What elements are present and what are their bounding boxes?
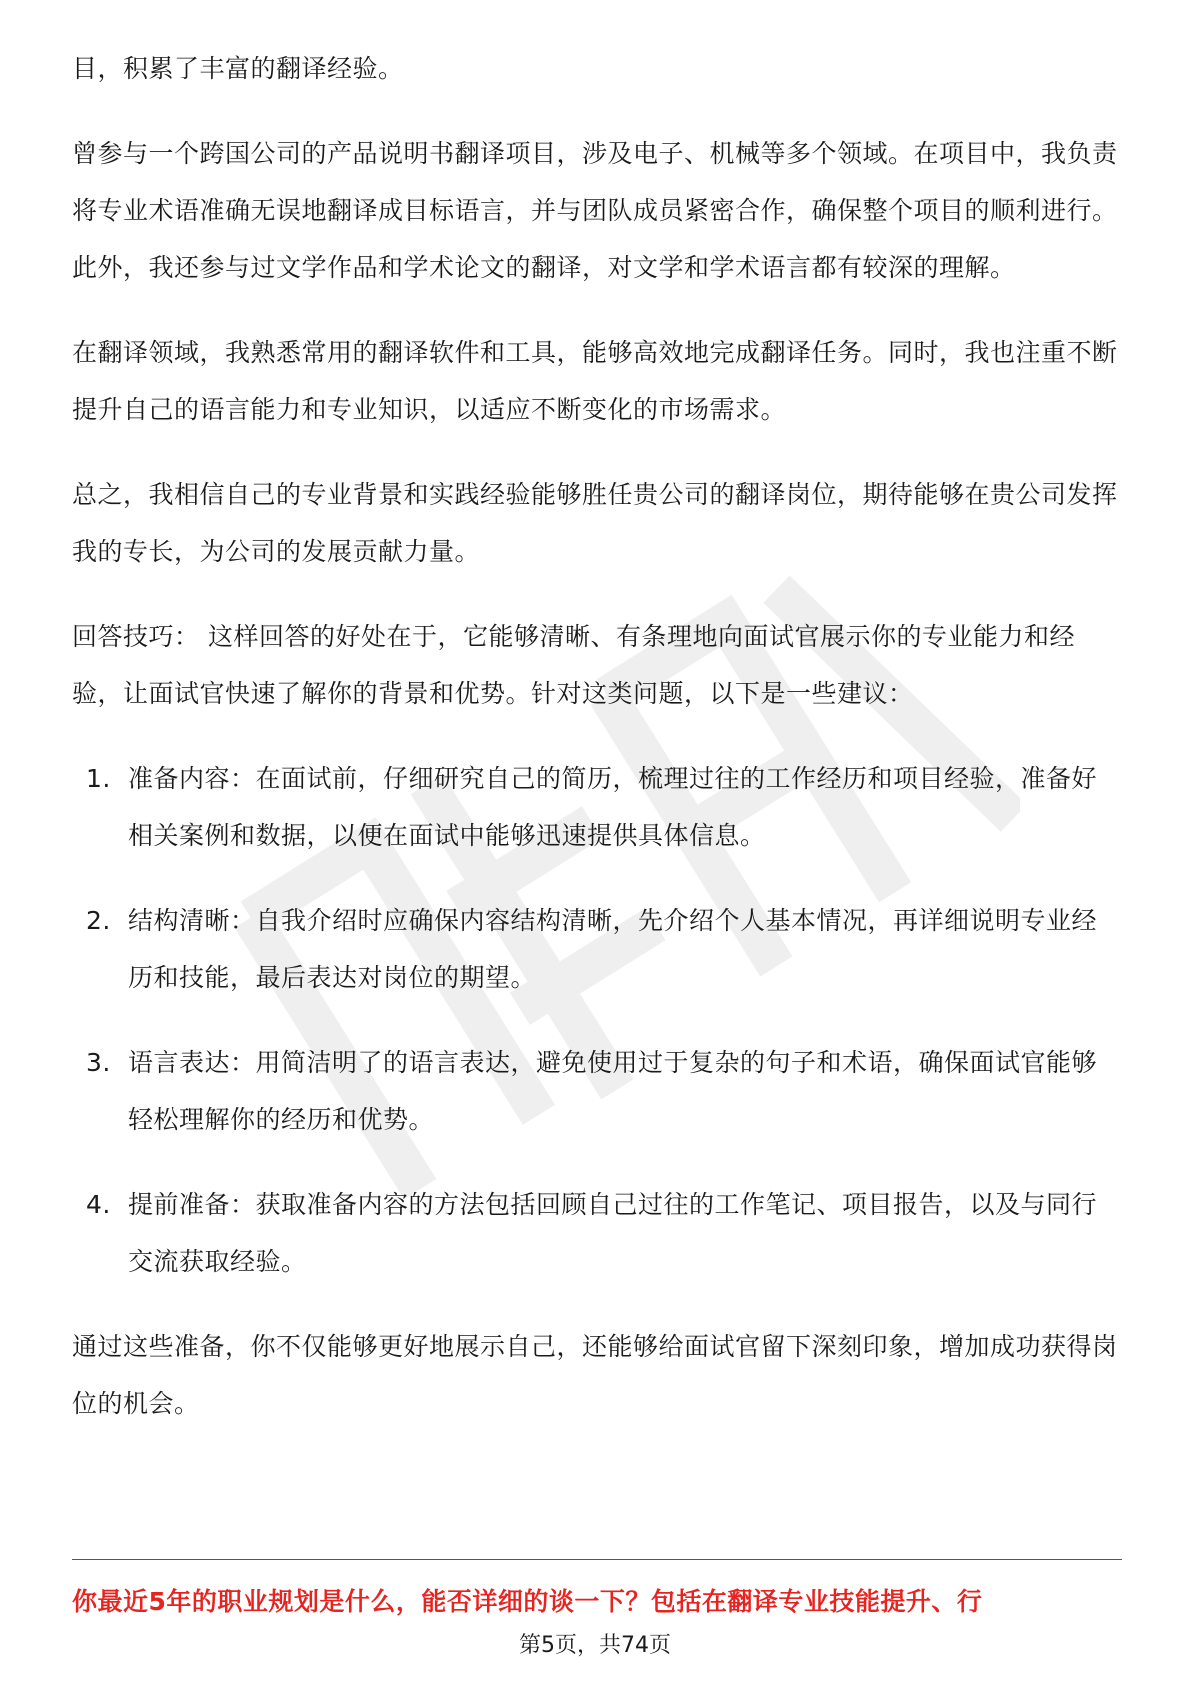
list-item — [72, 1034, 1122, 1148]
paragraph-project-experience: 曾参与一个跨国公司的产品说明书翻译项目，涉及电子、机械等多个领域。在项目中，我负责将专业术语准确无误地翻译成目标语言，并与团队成员紧密合作，确保整个项目的顺利进行。此外，我还参与过文学作品和学术论文的翻译，对文学和学术语言都有较深的理解。 — [72, 139, 1118, 282]
list-item — [72, 750, 1122, 864]
list-item-number: 1. — [86, 764, 111, 793]
paragraph-summary: 通过这些准备，你不仅能够更好地展示自己，还能够给面试官留下深刻印象，增加成功获得岗位的机会。 — [72, 1332, 1118, 1418]
list-item — [72, 892, 1122, 1006]
main-content — [72, 40, 1122, 1460]
page-number: 第5页，共74页 — [519, 1633, 671, 1658]
list-item-text: 提前准备：获取准备内容的方法包括回顾自己过往的工作笔记、项目报告，以及与同行交流获取经验。 — [128, 1190, 1098, 1276]
divider — [72, 1559, 1122, 1560]
list-item-number: 2. — [86, 906, 111, 935]
paragraph-intro-end: 目，积累了丰富的翻译经验。 — [72, 54, 404, 83]
paragraph-conclusion: 总之，我相信自己的专业背景和实践经验能够胜任贵公司的翻译岗位，期待能够在贵公司发挥我的专长，为公司的发展贡献力量。 — [72, 480, 1118, 566]
paragraph-answer-tips: 回答技巧： 这样回答的好处在于，它能够清晰、有条理地向面试官展示你的专业能力和经验，让面试官快速了解你的背景和优势。针对这类问题，以下是一些建议： — [72, 622, 1075, 708]
tips-list — [72, 750, 1122, 1290]
list-item-number: 3. — [86, 1048, 111, 1077]
list-item-number: 4. — [86, 1190, 111, 1219]
list-item-text: 语言表达：用简洁明了的语言表达，避免使用过于复杂的句子和术语，确保面试官能够轻松理解你的经历和优势。 — [128, 1048, 1098, 1134]
list-item — [72, 1176, 1122, 1290]
list-item-text: 准备内容：在面试前，仔细研究自己的简历，梳理过往的工作经历和项目经验，准备好相关案例和数据，以便在面试中能够迅速提供具体信息。 — [128, 764, 1098, 850]
list-item-text: 结构清晰：自我介绍时应确保内容结构清晰，先介绍个人基本情况，再详细说明专业经历和技能，最后表达对岗位的期望。 — [128, 906, 1098, 992]
next-question-heading: 你最近5年的职业规划是什么，能否详细的谈一下？包括在翻译专业技能提升、行 — [72, 1587, 983, 1616]
paragraph-tools: 在翻译领域，我熟悉常用的翻译软件和工具，能够高效地完成翻译任务。同时，我也注重不断提升自己的语言能力和专业知识，以适应不断变化的市场需求。 — [72, 338, 1118, 424]
